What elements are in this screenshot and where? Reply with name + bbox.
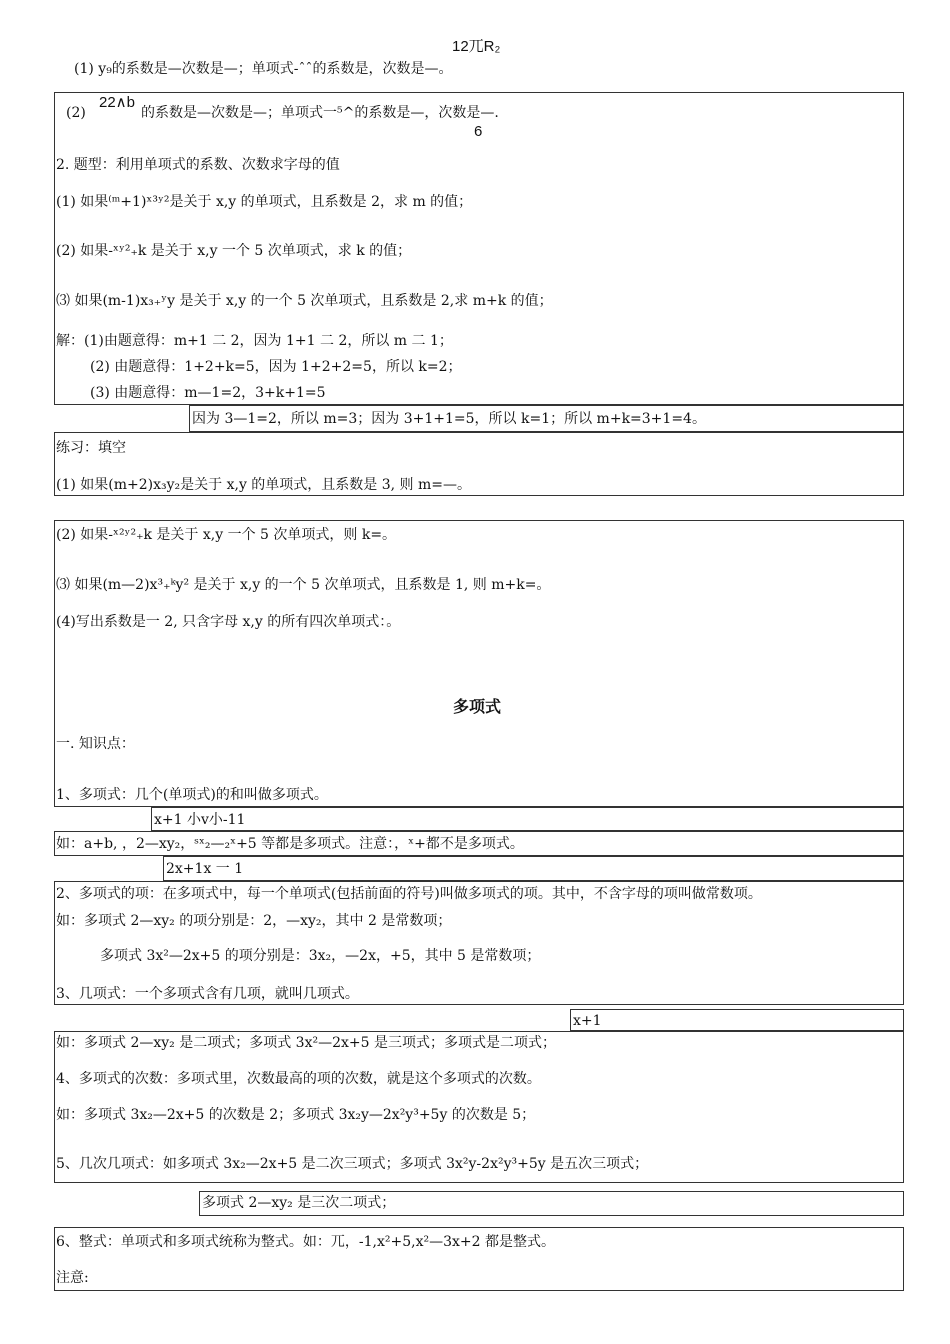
exercise-2-fraction-numerator: 22∧b [99,94,136,111]
problem-3: ⑶ 如果(m-1)x₃₊ʸy 是关于 x,y 的一个 5 次单项式，且系数是 2,求 m+k 的值； [56,293,553,309]
fragment-12-pi-r2: 12兀R₂ [452,38,501,55]
practice-heading: 练习：填空 [56,440,126,456]
definition-integral-expression: 6、整式：单项式和多项式统称为整式。如：兀，-1,x²+5,x²—3x+2 都是整式。 [56,1234,555,1250]
polynomial-examples: 如：a+b, ，2—xy₂，ˢˣ₂—₂ˣ+5 等都是多项式。注意：，ˣ+都不是多项式。 [56,836,524,852]
exercise-2-fraction-denominator: 6 [474,123,483,140]
fraction-fragment-3: x+1 [573,1013,602,1029]
knowledge-points-heading: 一. 知识点： [56,736,135,752]
definition-degree: 4、多项式的次数：多项式里，次数最高的项的次数，就是这个多项式的次数。 [56,1071,541,1087]
n-nomial-examples: 如：多项式 2—xy₂ 是二项式；多项式 3x²—2x+5 是三项式；多项式是二项式； [56,1035,556,1051]
fraction-fragment-2: 2x+1x 一 1 [166,861,244,877]
definition-terms: 2、多项式的项：在多项式中，每一个单项式(包括前面的符号)叫做多项式的项。其中，不含字母的项叫做常数项。 [56,886,762,902]
definition-polynomial: 1、多项式：几个(单项式)的和叫做多项式。 [56,787,328,803]
box-fraction-line-1 [151,807,904,831]
solution-1: 解：(1)由题意得：m+1 二 2，因为 1+1 二 2，所以 m 二 1； [56,333,453,349]
practice-2: (2) 如果-ˣ²ʸ²₊k 是关于 x,y 一个 5 次单项式，则 k=。 [56,527,397,543]
topic-2-heading: 2. 题型：利用单项式的系数、次数求字母的值 [56,157,340,173]
exercise-1-line: (1) y₉的系数是—次数是—；单项式-ˆˆ的系数是，次数是—。 [74,61,453,77]
solution-2: (2) 由题意得：1+2+k=5，因为 1+2+2=5，所以 k=2； [90,359,462,375]
terms-example-2: 多项式 3x²—2x+5 的项分别是：3x₂，—2x，+5，其中 5 是常数项； [100,948,541,964]
exercise-2-label: (2) [66,105,86,121]
practice-3: ⑶ 如果(m—2)x³₊ᵏy² 是关于 x,y 的一个 5 次单项式，且系数是 1, 则 m+k=。 [56,577,551,593]
solution-3: (3) 由题意得：m—1=2，3+k+1=5 [90,385,326,401]
terms-example-1: 如：多项式 2—xy₂ 的项分别是：2，—xy₂，其中 2 是常数项； [56,913,452,929]
definition-degree-and-terms: 5、几次几项式：如多项式 3x₂—2x+5 是二次三项式；多项式 3x²y-2x²y³+5y 是五次三项式； [56,1156,649,1172]
cubic-binomial-example: 多项式 2—xy₂ 是三次二项式； [202,1195,396,1211]
box-fraction-line-2 [163,856,904,881]
note-label: 注意: [56,1270,89,1286]
problem-1: (1) 如果⁽ᵐ+1)ˣ³ʸ²是关于 x,y 的单项式，且系数是 2，求 m 的值； [56,194,473,210]
definition-n-nomial: 3、几项式：一个多项式含有几项，就叫几项式。 [56,986,359,1002]
solution-3-continued: 因为 3—1=2，所以 m=3；因为 3+1+1=5，所以 k=1；所以 m+k=3+1=4。 [192,411,706,427]
box-section-middle [54,520,904,807]
practice-1: (1) 如果(m+2)x₃y₂是关于 x,y 的单项式，且系数是 3, 则 m=—。 [56,477,472,493]
problem-2: (2) 如果-ˣʸ²₊k 是关于 x,y 一个 5 次单项式，求 k 的值； [56,243,412,259]
degree-examples: 如：多项式 3x₂—2x+5 的次数是 2；多项式 3x₂y—2x²y³+5y 的次数是 5； [56,1107,536,1123]
box-fraction-line-3 [570,1009,904,1031]
section-title-polynomial: 多项式 [453,699,502,716]
fraction-fragment-1: x+1 小v小-11 [154,812,246,828]
practice-4: (4)写出系数是一 2, 只含字母 x,y 的所有四次单项式：。 [56,614,401,630]
exercise-2-line: 的系数是—次数是—；单项式一⁵^的系数是—，次数是—. [141,105,499,121]
